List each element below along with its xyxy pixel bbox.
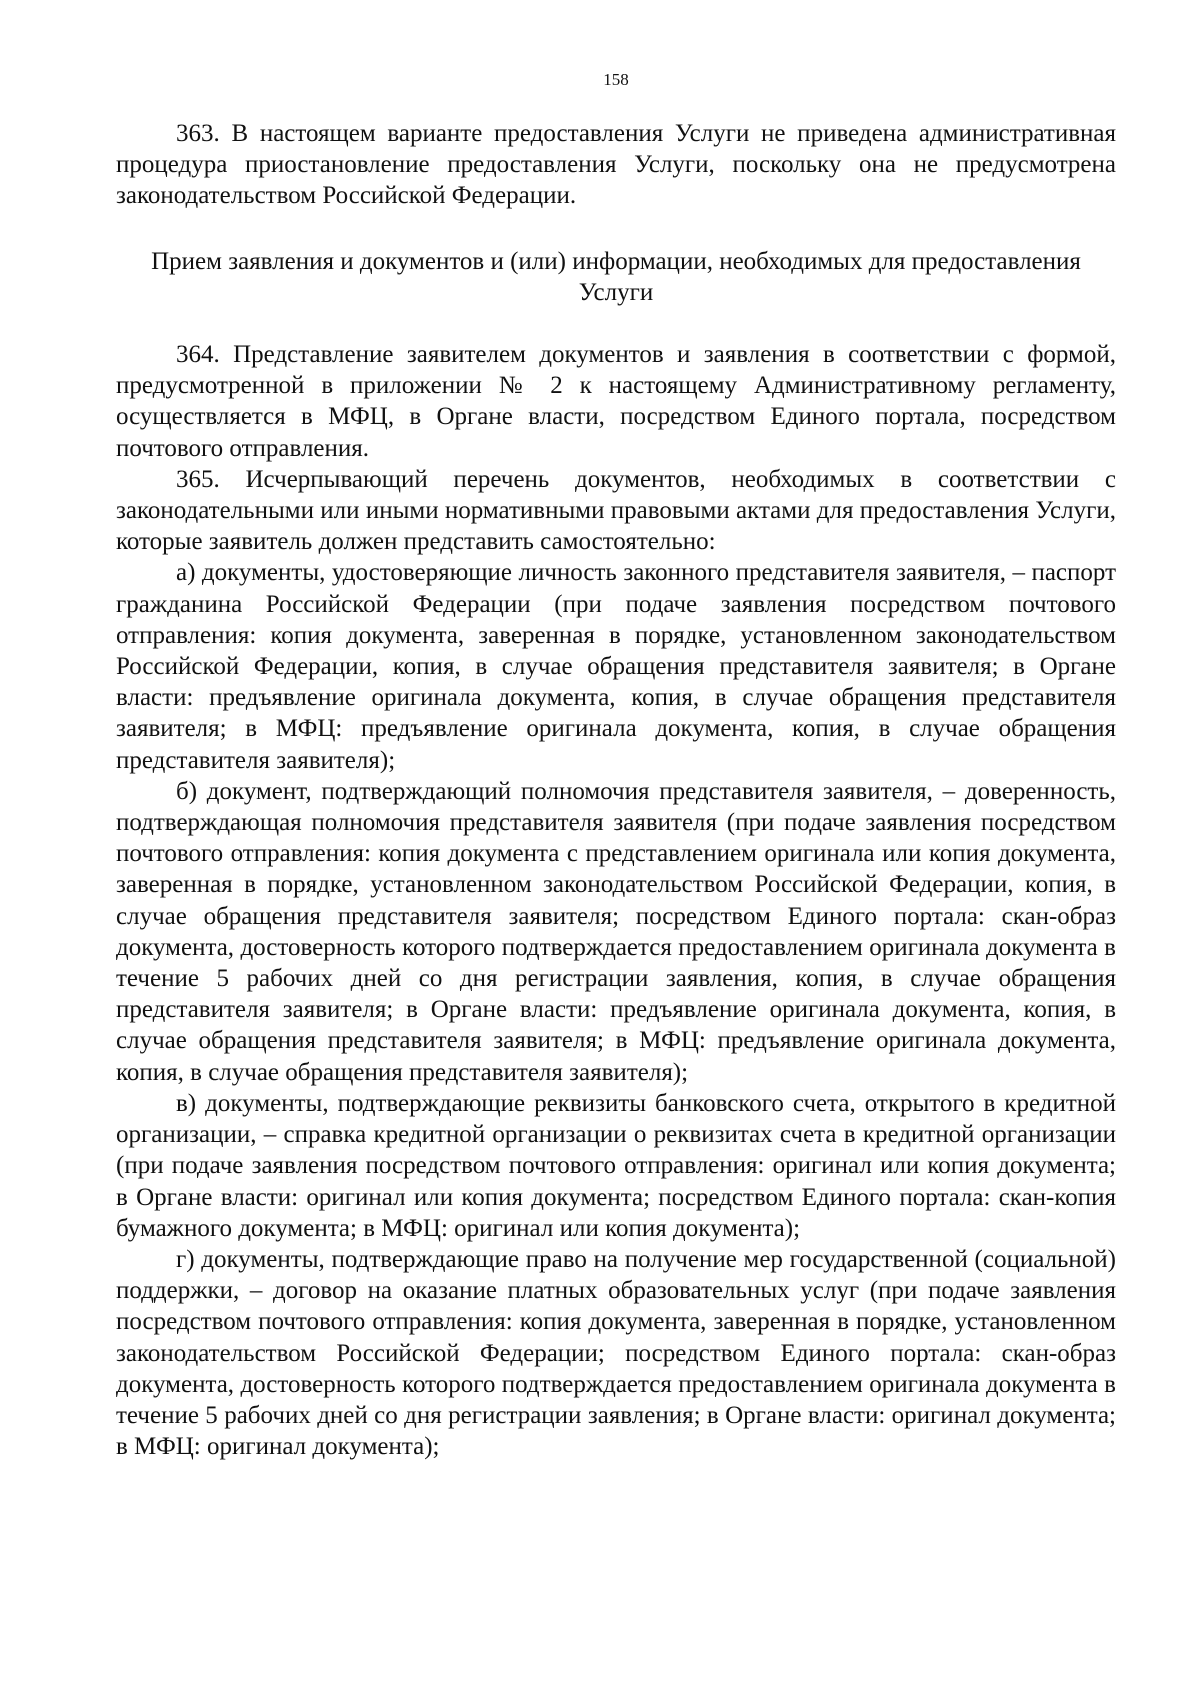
paragraph-365: 365. Исчерпывающий перечень документов, необходимых в соответствии с законодательными или иными нормативными правовыми актами для предоставления Услуги, которые заявитель должен представить самостоятельно: xyxy=(116,465,1116,556)
page-number: 158 xyxy=(603,70,629,89)
list-item-b: б) документ, подтверждающий полномочия представителя заявителя, – доверенность, подтверждающая полномочия представителя заявителя (при подаче заявления посредством почтового отправления: копия документа с представлением оригинала или копия документа, заверенная в порядке, установленном законодательством Российской Федерации, копия, в случае обращения представителя заявителя; посредством Единого портала: скан-образ документа, достоверность которого подтверждается предоставлением оригинала документа в течение 5 рабочих дней со дня регистрации заявления, копия, в случае обращения представителя заявителя; в Органе власти: предъявление оригинала документа, копия, в случае обращения представителя заявителя; в МФЦ: предъявление оригинала документа, копия, в случае обращения представителя заявителя); xyxy=(116,777,1116,1086)
list-item-g: г) документы, подтверждающие право на получение мер государственной (социальной) поддержки, – договор на оказание платных образовательных услуг (при подаче заявления посредством почтового отправления: копия документа, заверенная в порядке, установленном законодательством Российской Федерации; посредством Единого портала: скан-образ документа, достоверность которого подтверждается предоставлением оригинала документа в течение 5 рабочих дней со дня регистрации заявления; в Органе власти: оригинал документа; в МФЦ: оригинал документа); xyxy=(116,1245,1116,1461)
section-heading: Прием заявления и документов и (или) информации, необходимых для предоставления Услуги xyxy=(151,247,1081,306)
document-page xyxy=(116,0,1116,1697)
list-item-a: а) документы, удостоверяющие личность законного представителя заявителя, – паспорт гражданина Российской Федерации (при подаче заявления посредством почтового отправления: копия документа, заверенная в порядке, установленном законодательством Российской Федерации, копия, в случае обращения представителя заявителя; в Органе власти: предъявление оригинала документа, копия, в случае обращения представителя заявителя; в МФЦ: предъявление оригинала документа, копия, в случае обращения представителя заявителя); xyxy=(116,559,1116,774)
list-item-v: в) документы, подтверждающие реквизиты банковского счета, открытого в кредитной организации, – справка кредитной организации о реквизитах счета в кредитной организации (при подаче заявления посредством почтового отправления: оригинал или копия документа; в Органе власти: оригинал или копия документа; посредством Единого портала: скан-копия бумажного документа; в МФЦ: оригинал или копия документа); xyxy=(116,1089,1116,1242)
document-body xyxy=(116,118,1116,1462)
paragraph-364: 364. Представление заявителем документов и заявления в соответствии с формой, предусмотренной в приложении № 2 к настоящему Административному регламенту, осуществляется в МФЦ, в Органе власти, посредством Единого портала, посредством почтового отправления. xyxy=(116,341,1116,462)
paragraph-363: 363. В настоящем варианте предоставления Услуги не приведена административная процедура приостановление предоставления Услуги, поскольку она не предусмотрена законодательством Российской Федерации. xyxy=(116,120,1116,210)
